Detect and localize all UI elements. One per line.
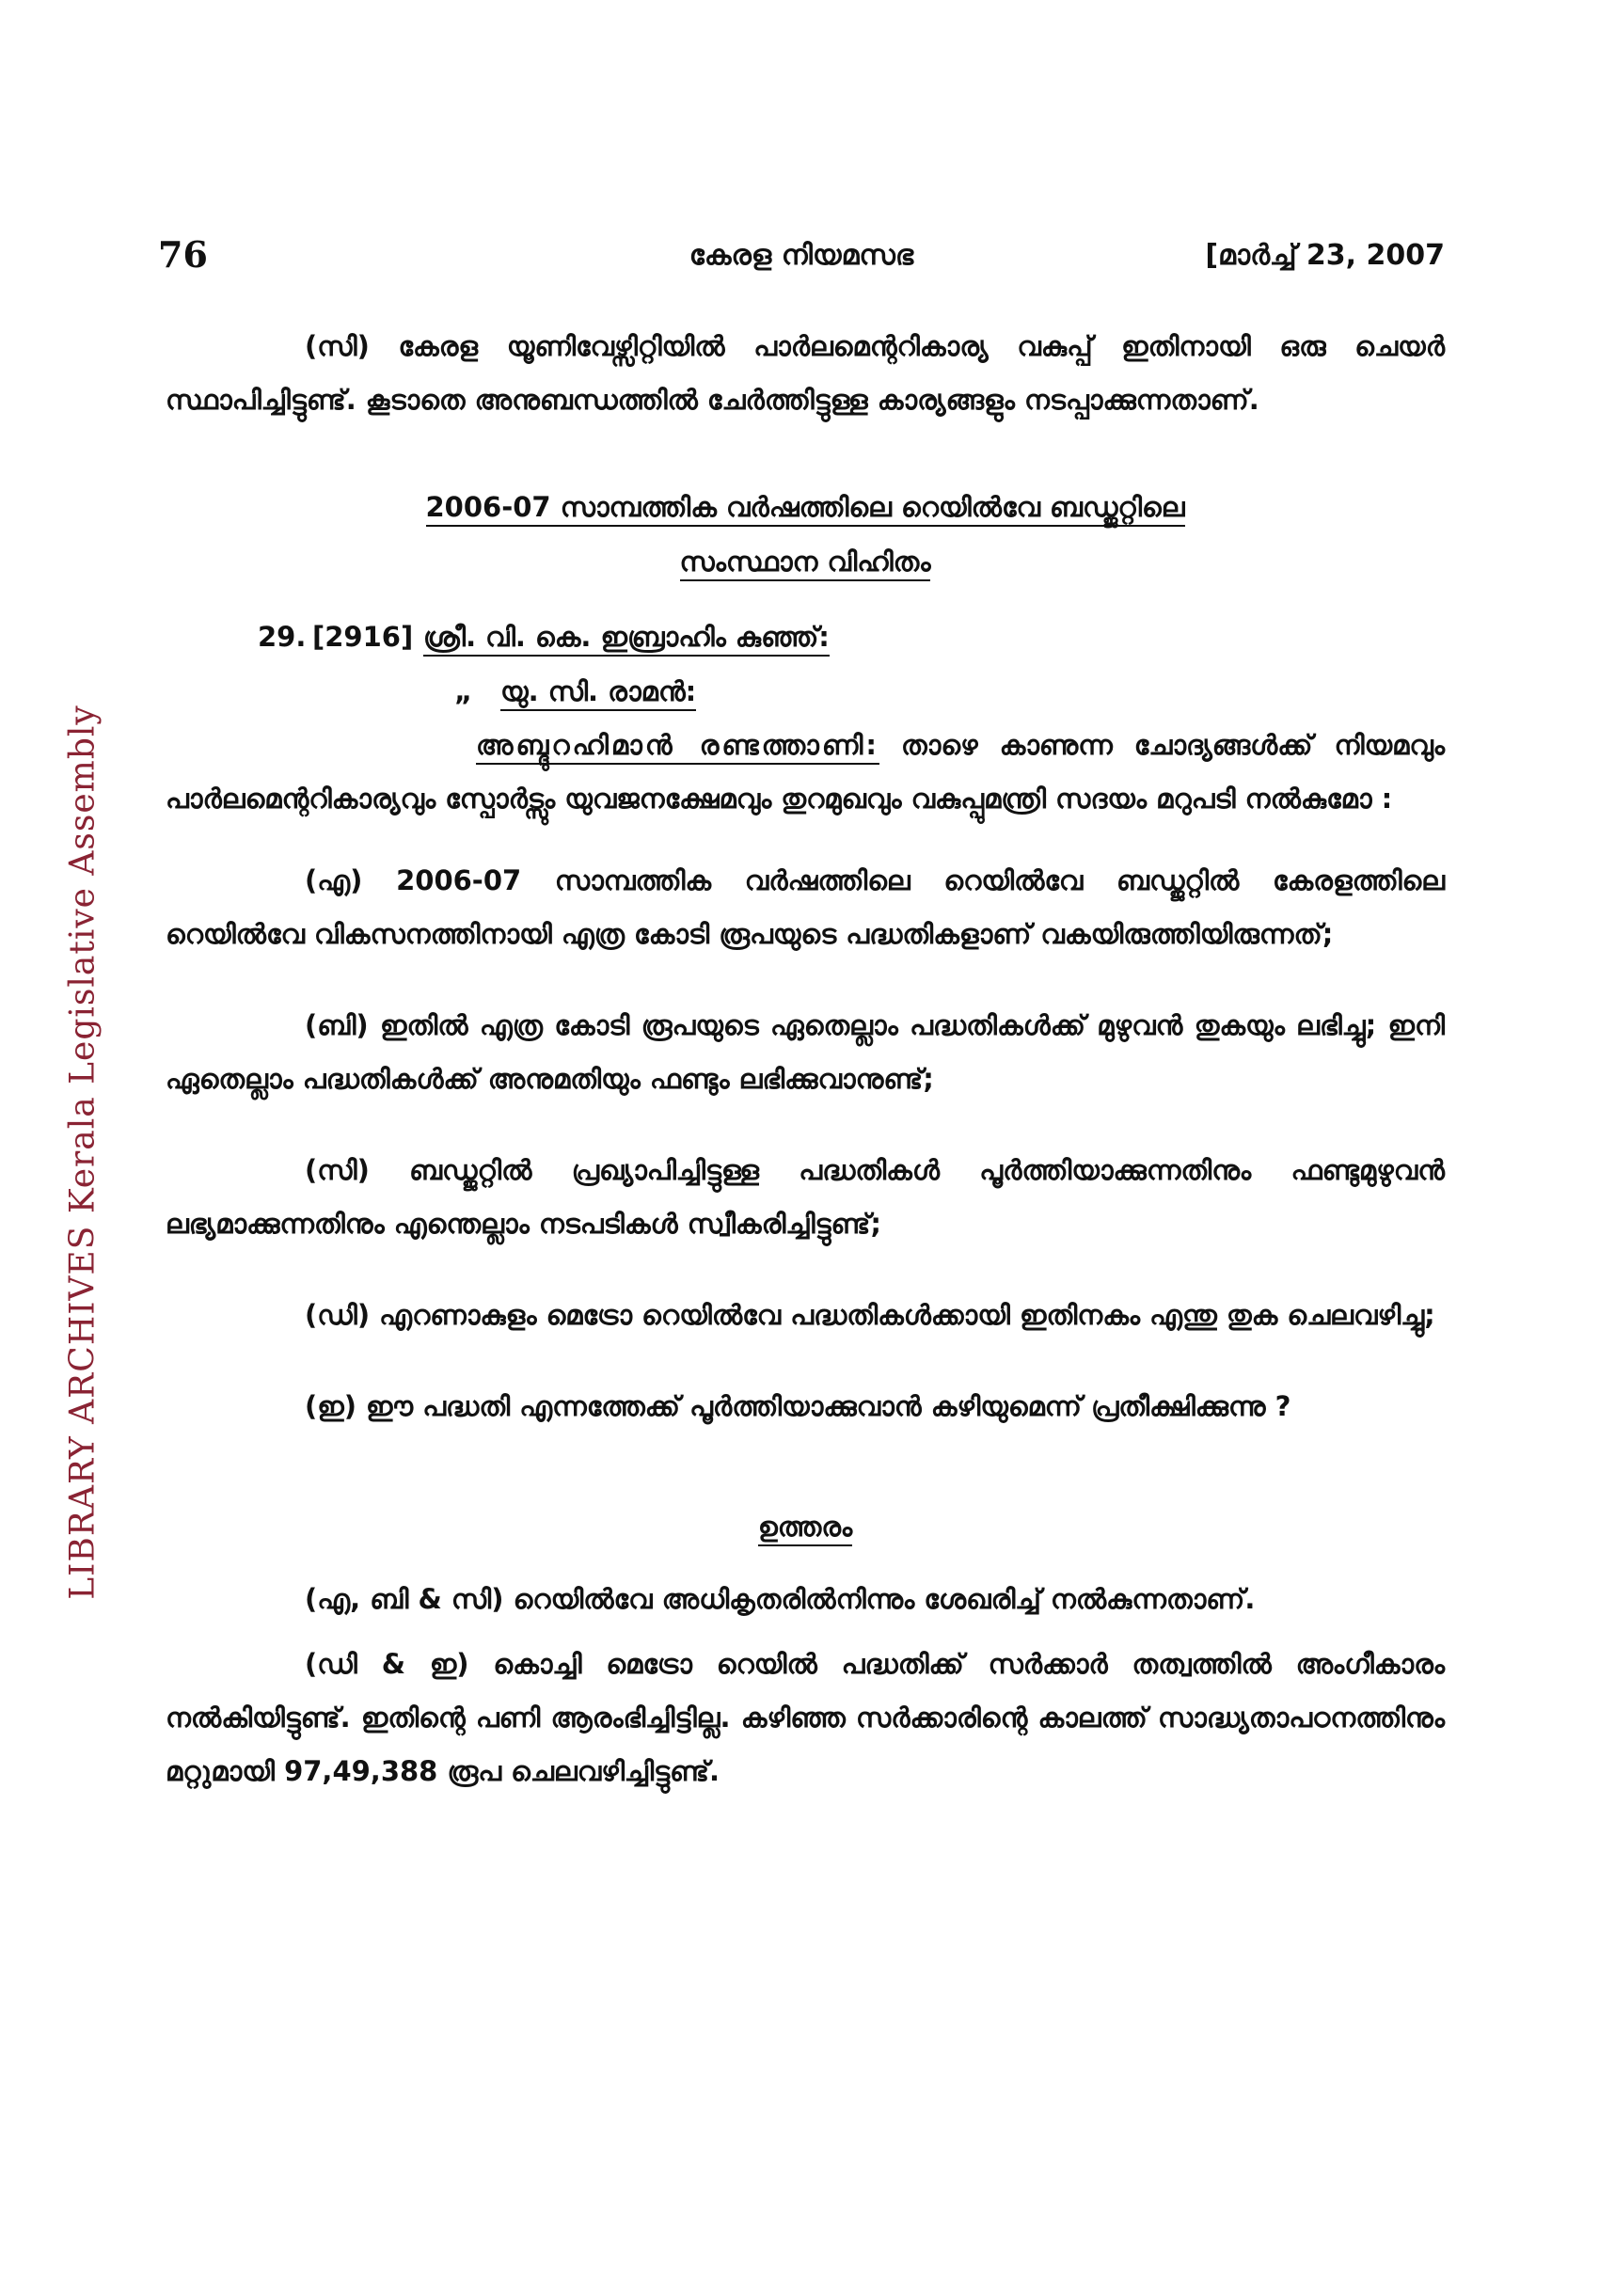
- member-name-3: അബ്ദുറഹിമാൻ രണ്ടത്താണി:: [476, 729, 879, 765]
- answer-abc: (എ, ബി & സി) റെയിൽവേ അധികൃതരിൽനിന്നും ശേഖരിച്ച് നൽകുന്നതാണ്.: [305, 1583, 1256, 1615]
- question-part-a: (എ) 2006-07 സാമ്പത്തിക വർഷത്തിലെ റെയിൽവേ ബഡ്ജറ്റിൽ കേരളത്തിലെ റെയിൽവേ വികസനത്തിനായി എത്ര കോടി രൂപയുടെ പദ്ധതികളാണ് വകയിരുത്തിയിരുന്നത്;: [166, 864, 1445, 950]
- question-part-c: (സി) ബഡ്ജറ്റിൽ പ്രഖ്യാപിച്ചിട്ടുള്ള പദ്ധതികൾ പൂർത്തിയാക്കുന്നതിനും ഫണ്ടുമുഴുവൻ ലഭ്യമാക്കുന്നതിനും എന്തെല്ലാം നടപടികൾ സ്വീകരിച്ചിട്ടുണ്ട്;: [166, 1154, 1445, 1240]
- question-part-b: (ബി) ഇതിൽ എത്ര കോടി രൂപയുടെ ഏതെല്ലാം പദ്ധതികൾക്ക് മുഴുവൻ തുകയും ലഭിച്ചു; ഇനി ഏതെല്ലാം പദ്ധതികൾക്ക് അനുമതിയും ഫണ്ടും ലഭിക്കുവാനുണ്ട്;: [166, 1009, 1445, 1095]
- member-row-3: [166, 719, 1445, 826]
- page-header: [158, 233, 1445, 280]
- question-intro: താഴെ കാണുന്ന ചോദ്യങ്ങൾക്ക് നിയമവും പാർലമെന്ററികാര്യവും സ്പോർട്സും യുവജനക്ഷേമവും തുറമുഖവും വകുപ്പുമന്ത്രി സദയം മറുപടി നൽകുമോ :: [166, 729, 1445, 815]
- question-number: 29.: [258, 621, 307, 653]
- member-row-2: [166, 664, 1445, 719]
- section-heading-line-2: സംസ്ഥാന വിഹിതം: [680, 546, 931, 581]
- section-heading: [166, 480, 1445, 589]
- header-date: [മാർച്ച് 23, 2007: [1205, 239, 1445, 272]
- answer-de: (ഡി & ഇ) കൊച്ചി മെട്രോ റെയിൽ പദ്ധതിക്ക് സർക്കാർ തത്വത്തിൽ അംഗീകാരം നൽകിയിട്ടുണ്ട്. ഇതിന്റെ പണി ആരംഭിച്ചിട്ടില്ല. കഴിഞ്ഞ സർക്കാരിന്റെ കാലത്ത് സാദ്ധ്യതാപഠനത്തിനും മറ്റുമായി 97,49,388 രൂപ ചെലവഴിച്ചിട്ടുണ്ട്.: [166, 1648, 1445, 1787]
- page-content: [166, 320, 1445, 1798]
- question-id: [2916]: [312, 621, 414, 653]
- answer-heading: [166, 1499, 1445, 1554]
- section-heading-line-1: 2006-07 സാമ്പത്തിക വർഷത്തിലെ റെയിൽവേ ബഡ്ജറ്റിലെ: [426, 491, 1185, 527]
- member-name-1: ശ്രീ. വി. കെ. ഇബ്രാഹിം കുഞ്ഞ്:: [423, 621, 830, 657]
- question-part-d: (ഡി) എറണാകുളം മെട്രോ റെയിൽവേ പദ്ധതികൾക്കായി ഇതിനകം എന്തു തുക ചെലവഴിച്ചു;: [305, 1299, 1435, 1331]
- ditto-mark: „: [453, 675, 472, 707]
- question-part-e: (ഇ) ഈ പദ്ധതി എന്നത്തേക്ക് പൂർത്തിയാക്കുവാൻ കഴിയുമെന്ന് പ്രതീക്ഷിക്കുന്നു ?: [305, 1390, 1291, 1422]
- answer-heading-text: ഉത്തരം: [758, 1511, 852, 1546]
- member-name-2: യു. സി. രാമൻ:: [500, 675, 696, 711]
- archive-watermark: LIBRARY ARCHIVES Kerala Legislative Assembly: [63, 705, 103, 1600]
- running-title: കേരള നിയമസഭ: [689, 239, 914, 272]
- answer-paragraph-c-continued: (സി) കേരള യൂണിവേഴ്സിറ്റിയിൽ പാർലമെന്ററികാര്യ വകുപ്പ് ഇതിനായി ഒരു ചെയർ സ്ഥാപിച്ചിട്ടുണ്ട്. കൂടാതെ അനുബന്ധത്തിൽ ചേർത്തിട്ടുള്ള കാര്യങ്ങളും നടപ്പാക്കുന്നതാണ്.: [166, 330, 1445, 416]
- page-number: 76: [158, 233, 208, 276]
- question-header: [166, 610, 1445, 664]
